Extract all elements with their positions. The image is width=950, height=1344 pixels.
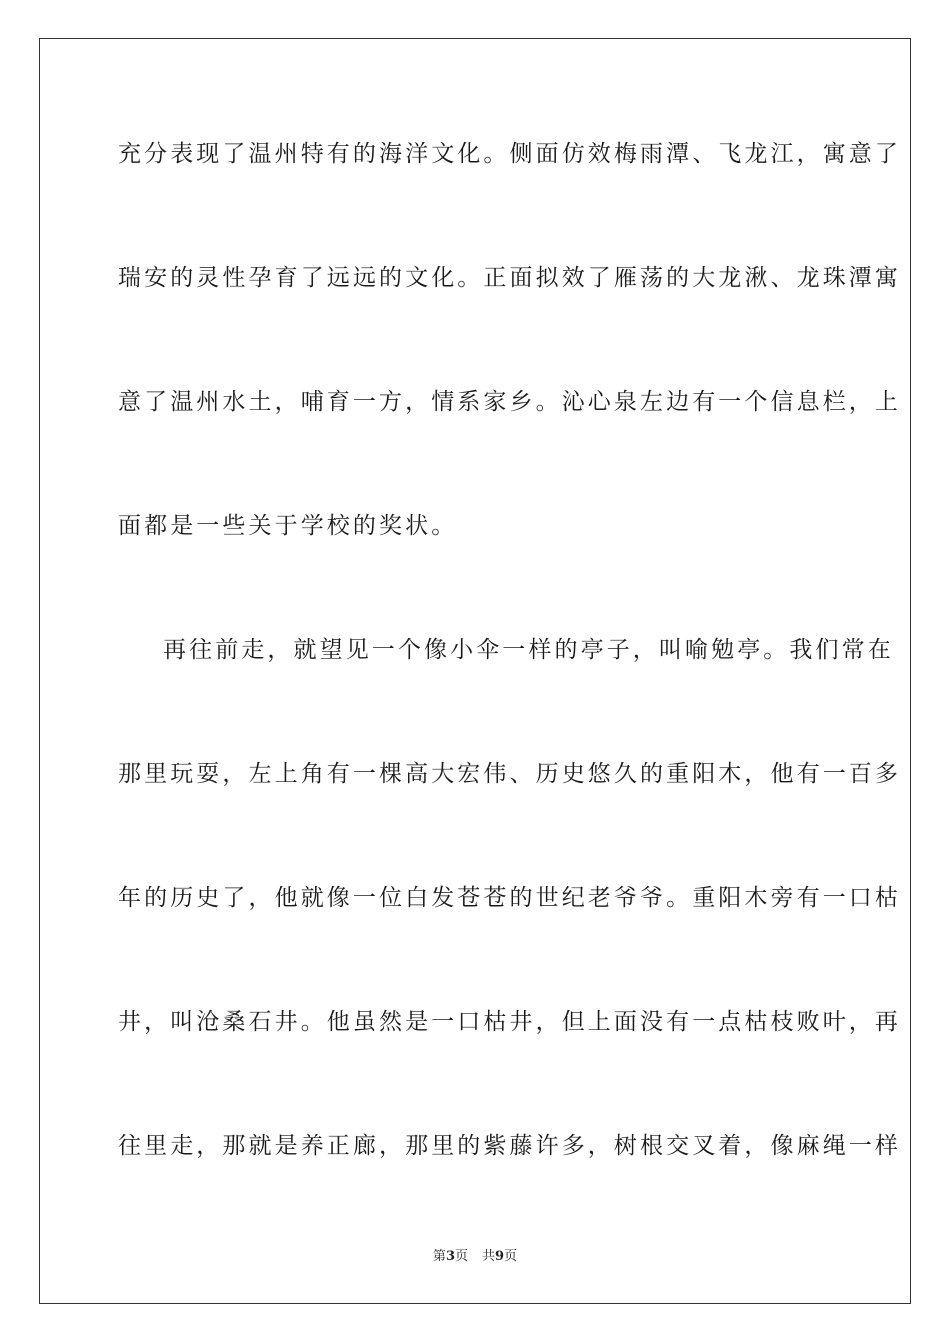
page-footer (0, 1248, 950, 1266)
paragraph-line-1: 充分表现了温州特有的海洋文化。侧面仿效梅雨潭、飞龙江，寓意了 (118, 141, 901, 167)
total-suffix: 页 (504, 1249, 518, 1264)
paragraph-line-3: 意了温州水土，哺育一方，情系家乡。沁心泉左边有一个信息栏，上 (118, 389, 901, 415)
paragraph-line-4: 面都是一些关于学校的奖状。 (118, 513, 458, 539)
paragraph-line-7: 年的历史了，他就像一位白发苍苍的世纪老爷爷。重阳木旁有一口枯 (118, 885, 901, 911)
paragraph-line-6: 那里玩耍，左上角有一棵高大宏伟、历史悠久的重阳木，他有一百多 (118, 761, 901, 787)
page-frame (39, 38, 911, 1304)
paragraph-line-5: 再往前走，就望见一个像小伞一样的亭子，叫喻勉亭。我们常在 (163, 637, 894, 663)
total-prefix: 共 (482, 1249, 496, 1264)
paragraph-line-2: 瑞安的灵性孕育了远远的文化。正面拟效了雁荡的大龙湫、龙珠潭寓 (118, 265, 901, 291)
current-page-number: 3 (445, 1249, 455, 1264)
paragraph-line-9: 往里走，那就是养正廊，那里的紫藤许多，树根交叉着，像麻绳一样 (118, 1133, 901, 1159)
page-suffix: 页 (454, 1249, 468, 1264)
paragraph-line-8: 井，叫沧桑石井。他虽然是一口枯井，但上面没有一点枯枝败叶，再 (118, 1009, 901, 1035)
page-prefix: 第 (432, 1249, 446, 1264)
total-page-number: 9 (495, 1249, 505, 1264)
